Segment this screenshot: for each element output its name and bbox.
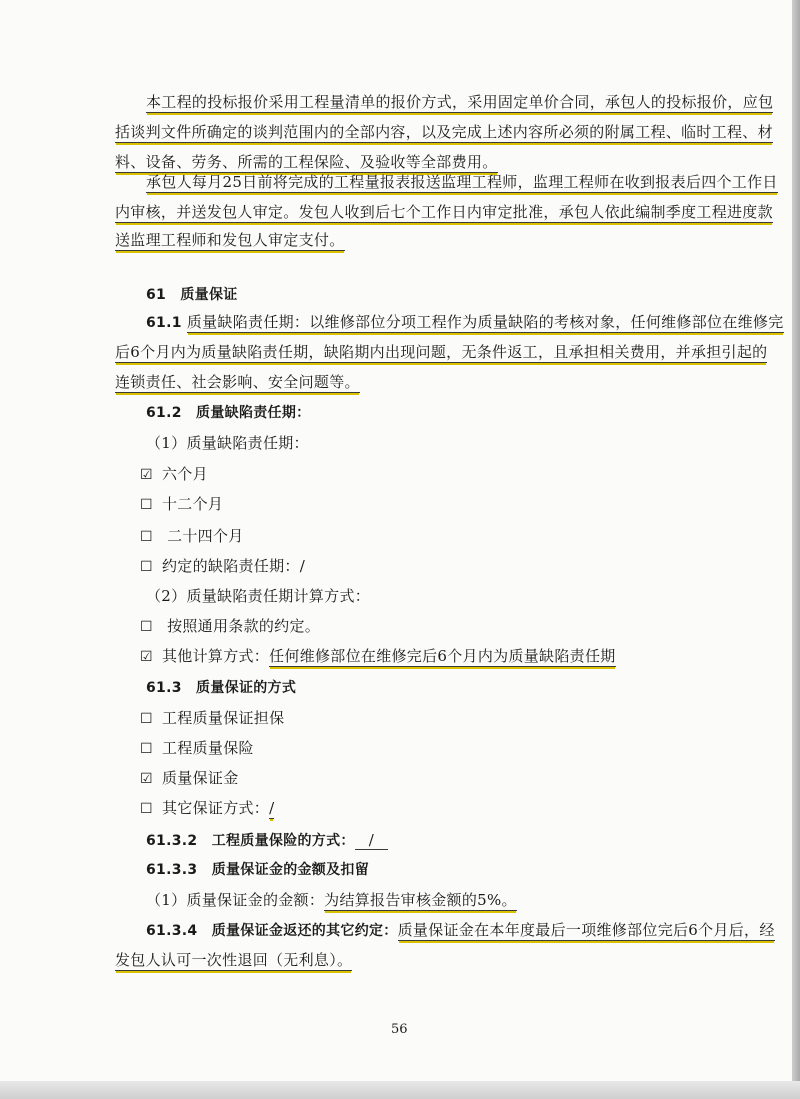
- section-61-3-4-line1: 61.3.4 质量保证金返还的其它约定：质量保证金在本年度最后一项维修部位完后6个月后，经: [146, 921, 775, 939]
- option-insurance: ☐ 工程质量保险: [140, 739, 254, 757]
- scan-edge-bottom: [0, 1081, 800, 1099]
- checkbox-checked-icon: ☑: [140, 771, 153, 787]
- checkbox-empty-icon: ☐: [140, 801, 153, 817]
- checkbox-empty-icon: ☐: [140, 559, 153, 575]
- checkbox-empty-icon: ☐: [140, 497, 153, 513]
- option-twelve-months: ☐ 十二个月: [140, 495, 224, 513]
- paragraph1-line2: 括谈判文件所确定的谈判范围内的全部内容，以及完成上述内容所必须的附属工程、临时工程、材: [115, 123, 773, 141]
- section-61-3-4-line2: 发包人认可一次性退回（无利息）。: [115, 951, 353, 969]
- scan-edge-right: [792, 0, 800, 1099]
- option-six-months: ☑ 六个月: [140, 465, 208, 483]
- paragraph1-line1: 本工程的投标报价采用工程量清单的报价方式，采用固定单价合同，承包人的投标报价，应包: [146, 93, 774, 111]
- section-61-2-sub2: （2）质量缺陷责任期计算方式：: [146, 587, 371, 605]
- paragraph2-line2: 内审核，并送发包人审定。发包人收到后七个工作日内审定批准，承包人依此编制季度工程进度款: [115, 203, 773, 221]
- option-guarantee: ☐ 工程质量保证担保: [140, 709, 285, 727]
- section-61-1-line2: 后6个月内为质量缺陷责任期，缺陷期内出现问题，无条件返工，且承担相关费用，并承担引起的: [115, 343, 768, 361]
- checkbox-empty-icon: ☐: [140, 711, 153, 727]
- section-61-2-heading: 61.2 质量缺陷责任期：: [146, 405, 311, 421]
- option-agreed-period: ☐ 约定的缺陷责任期：/: [140, 557, 306, 575]
- section-61-3-3-heading: 61.3.3 质量保证金的金额及扣留: [146, 862, 370, 878]
- section-61-1-line3: 连锁责任、社会影响、安全问题等。: [115, 373, 360, 391]
- option-deposit: ☑ 质量保证金: [140, 769, 239, 787]
- checkbox-checked-icon: ☑: [140, 467, 153, 483]
- option-other-calc: ☑ 其他计算方式：任何维修部位在维修完后6个月内为质量缺陷责任期: [140, 647, 616, 665]
- section-61-2-sub1: （1）质量缺陷责任期：: [146, 434, 309, 452]
- paragraph2-line3: 送监理工程师和发包人审定支付。: [115, 231, 345, 249]
- checkbox-empty-icon: ☐: [140, 619, 153, 635]
- option-general-terms: ☐ 按照通用条款的约定。: [140, 617, 321, 635]
- page-number: 56: [391, 1022, 408, 1037]
- section-61-3-2: 61.3.2 工程质量保险的方式： /: [146, 830, 736, 851]
- option-other-guarantee: ☐ 其它保证方式：/: [140, 799, 275, 817]
- checkbox-empty-icon: ☐: [140, 529, 153, 545]
- paragraph1-line3: 料、设备、劳务、所需的工程保险、及验收等全部费用。: [115, 153, 498, 171]
- checkbox-checked-icon: ☑: [140, 649, 153, 665]
- checkbox-empty-icon: ☐: [140, 741, 153, 757]
- paragraph2-line1: 承包人每月25日前将完成的工程量报表报送监理工程师，监理工程师在收到报表后四个工作日: [146, 173, 778, 191]
- section-61-1-line1: 61.1 质量缺陷责任期：以维修部位分项工程作为质量缺陷的考核对象，任何维修部位在维修完: [146, 313, 784, 331]
- section-61-heading: 61 质量保证: [146, 287, 238, 303]
- section-61-3-3-amount: （1）质量保证金的金额：为结算报告审核金额的5%。: [146, 891, 517, 909]
- option-twentyfour-months: ☐ 二十四个月: [140, 527, 244, 545]
- section-61-3-heading: 61.3 质量保证的方式: [146, 680, 297, 696]
